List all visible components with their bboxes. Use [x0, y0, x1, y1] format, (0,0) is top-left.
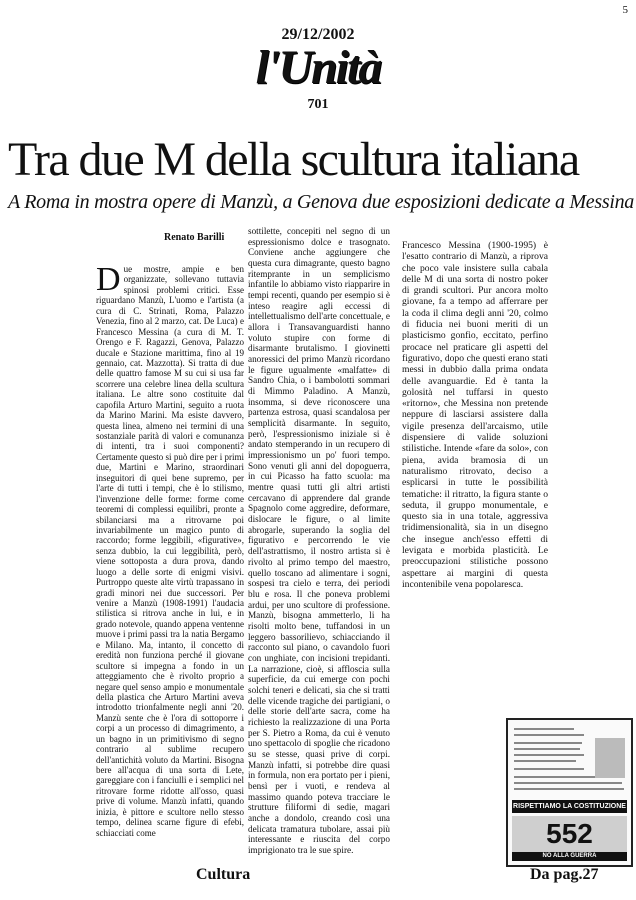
article-column-3 [402, 240, 548, 590]
column-2-text: sottilette, concepiti nel segno di un espressionismo dolce e trasognato. Conviene anche aggiungere che questa cura dimagrante, questo bagno ritemprante in un semplicismo infantile lo abbiamo visto riapparire in tempi recenti, quando per esempio si è inteso reagire agli eccessi di intellettualismo dell'arte concettuale, e allora i Transavanguardisti hanno voluto stupire con forme di disarmante brutalismo. I giovinetti anoressici del primo Manzù ricordano le figure ugualmente «malfatte» di Sandro Chia, o i bambolotti sommari di Mimmo Paladino. A Manzù, insomma, si deve riconoscere una partenza estrosa, quasi scandalosa per semplicità disarmante. In seguito, però, l'espressionismo iniziale si è andato stemperando in un recupero di impressionismo un po' fuori tempo. Sono venuti gli anni del dopoguerra, in cui Picasso ha fatto scuola: ma mentre quasi tutti gli altri artisti cercavano di apprendere dal grande Spagnolo come aggredire, deformare, dislocare le figure, o al limite abrogarle, superando la soglia del figurativo e percorrendo le vie dell'astrattismo, il nostro artista si è rivolto al primo tempo del maestro, quello toscano ad alimentare i sogni, sospesi tra cielo e terra, dei periodi blu e rosa. Il che poneva problemi ardui, per uno scultore di professione. Manzù, bisogna ammetterlo, li ha risolti molto bene, tuffandosi in un leggero bassorilievo, schiacciando il racconto sul piano, o cavandolo fuori con unghiate, con incisioni trepidanti. La narrazione, cioè, si affloscia sulla superficie, da cui emerge con pochi solchi teneri e delicati, sia che si tratti delle vicende tragiche dei partigiani, o delle storie dell'arte sacra, come ha richiesto la realizzazione di una Porta per S. Pietro a Roma, da cui è venuto uno spettacolo di spoglie che ricadono su se stesse, quasi prive di corpi. Manzù infatti, si potrebbe dire quasi in formula, non era portato per i pieni, bensì per i vuoti, e rendeva al massimo quando poteva tracciare le strutture filiformi di sedie, magari anche a dondolo, creando così una delicata tramatura tubolare, assai più interessante e riuscita del corpo imprigionato tra le sue spire. [248, 226, 390, 855]
thumbnail-banner: RISPETTIAMO LA COSTITUZIONE [512, 800, 627, 813]
thumbnail-count: 552 [512, 816, 627, 852]
newspaper-logo: l'Unità [255, 41, 381, 94]
article-headline: Tra due M della scultura italiana [8, 133, 579, 186]
drop-cap: D [96, 261, 121, 298]
column-1-text: ue mostre, ampie e ben organizzate, sollevano tuttavia spinosi problemi critici. Esse riguardano Manzù, L'uomo e l'artista (a cura di C. Strinati, Roma, Palazzo Venezia, fino al 2 marzo, cat. De Luca) e Francesco Messina (a cura di M. T. Orengo e F. Ragazzi, Genova, Palazzo ducale e Stazione marittima, fino al 19 gennaio, cat. Mazzotta). Si tratta di due delle quattro famose M su cui si usa far scorrere una celebre linea della scultura italiana. Le altre sono costituite dal capofila Arturo Martini, seguito a ruota da Marino Marini. Ma esiste davvero, questa linea, almeno nei termini di una sostanziale parità di valori e comunanza di intenti, tra i suoi componenti? Certamente questo si può dire per i primi due, Martini e Marino, straordinari inseguitori di quei bene supremo, per l'arte di tutti i tempi, che è lo stilismo, l'invenzione delle forme: forme come teoremi di complessi equilibri, pronte a sbilanciarsi ma a ritrovarne poi invariabilmente un magico punto di raccordo; forme leggibili, «figurative», senza dubbio, la cui leggibilità, però, viene sottoposta a dura prova, dando luogo a delle sorte di enigmi visivi. Purtroppo queste alte virtù trapassano in gradi minori nei due successori. Per venire a Manzù (1908-1991) l'audacia stilistica si ritrova anche in lui, e in grado notevole, quando appena ventenne muove i primi passi tra la natia Bergamo e Milano. Ma, intanto, il concetto di eredità non funziona perché il giovane scultore si impegna a fondo in un atteggiamento che è rivolto proprio a negare quel senso ampio e monumentale della plastica che Arturo Martini aveva introdotto trionfalmente negli anni '20. Manzù sente che è l'ora di sottoporre i corpi a un processo di dimagrimento, a un bagno in un primitivismo di segno contrario al sublime recupero dell'antichità voluto da Martini. Bisogna bere all'acqua di una sorta di Lete, gareggiare con i fanciulli e i semplici nel ritrovare forme ridotte all'osso, quasi prive di volume. Manzù infatti, quando inizia, è pittore e scultore nello stesso tempo, delinea scarne figure di efebi, schiacciati come [96, 264, 244, 838]
column-3-text: Francesco Messina (1900-1995) è l'esatto contrario di Manzù, a riprova che poco vale insistere sulla cabala delle M di una sorta di nostro poker di grandi scultori. Pur ancora molto giovane, fa a tempo ad afferrare per la coda il clima degli anni '20, colmo di fiducia nei buoni meriti di un plasticismo gonfio, eccitato, perfino procace nel praticare gli aspetti del figurativo, dopo che questi erano stati messi in dubbio dalla prima ondata delle avanguardie. Ed è tanta la golosità nel tuffarsi in questo «ritorno», che Messina non pretende neppure di lasciarsi assistere dalla vigile presenza dell'arcaismo, utile dispensiere di valide soluzioni stilistiche. Intende «fare da solo», con piena, avida bramosia di un naturalismo ritrovato, deciso a esplicarsi in tutte le possibilità tematiche: il ritratto, la figura stante o seduta, il gruppo monumentale, e questo sia in una totale, aggressiva tridimensionalità, sia in un disegno che insegue anch'esso effetti di levigata e morbida plasticità. Le preoccupazioni stilistiche possono aspettare ai margini di questa incontenibile vena popolaresca. [402, 240, 548, 590]
thumbnail-photo [595, 738, 625, 778]
continued-from-label: Da pag.27 [530, 866, 599, 883]
article-column-1 [96, 261, 244, 838]
article-byline: Renato Barilli [164, 232, 225, 243]
article-column-2 [248, 226, 390, 856]
page-number: 5 [622, 4, 628, 16]
article-subhead: A Roma in mostra opere di Manzù, a Genova due esposizioni dedicate a Messina [8, 191, 635, 213]
issue-number: 701 [307, 97, 329, 112]
issue-date: 29/12/2002 [281, 26, 355, 43]
front-page-thumbnail [506, 718, 633, 867]
section-label: Cultura [196, 866, 251, 883]
thumbnail-caption: NO ALLA GUERRA [512, 852, 627, 861]
